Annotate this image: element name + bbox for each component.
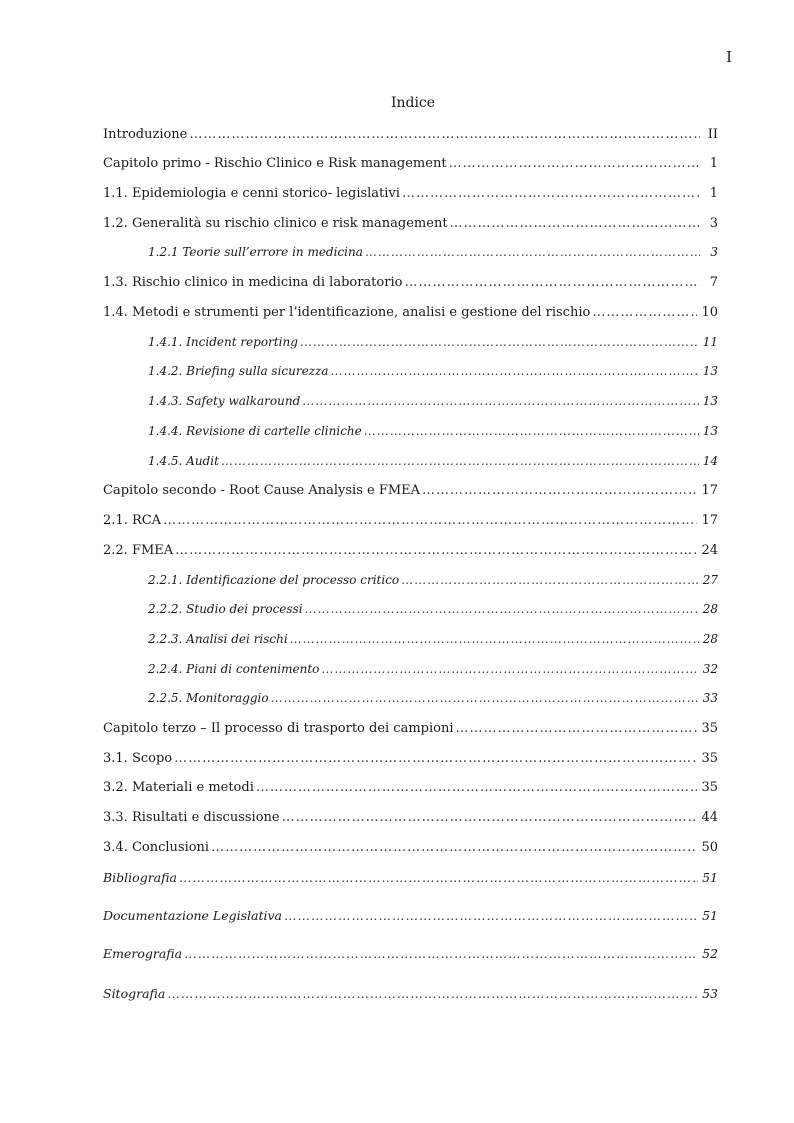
toc-entry bbox=[103, 780, 718, 798]
toc-entry-label: 2.2.3. Analisi dei rischi bbox=[148, 632, 288, 646]
toc-entry-page: 13 bbox=[702, 364, 718, 378]
toc-entry-page: 3 bbox=[709, 216, 718, 231]
toc-leader-dots bbox=[189, 127, 700, 142]
toc-entry-label: 1.4.2. Briefing sulla sicurezza bbox=[148, 364, 329, 378]
toc-entry bbox=[148, 245, 718, 263]
toc-entry bbox=[103, 186, 718, 204]
toc-entry-label: 2.2.5. Monitoraggio bbox=[148, 691, 269, 705]
toc-entry-page: 52 bbox=[702, 946, 718, 961]
toc-leader-dots bbox=[167, 986, 698, 1001]
toc-entry-page: 24 bbox=[701, 543, 718, 558]
toc-leader-dots bbox=[450, 216, 700, 231]
toc-entry-label: Emerografia bbox=[103, 946, 183, 961]
toc-entry bbox=[103, 543, 718, 561]
toc-entry-label: 1.4.3. Safety walkaround bbox=[148, 394, 301, 408]
toc-leader-dots bbox=[271, 691, 699, 705]
toc-entry-label: Capitolo secondo - Root Cause Analysis e FMEA bbox=[103, 483, 421, 498]
toc-leader-dots bbox=[175, 543, 697, 558]
toc-leader-dots bbox=[179, 870, 698, 885]
toc-entry bbox=[103, 751, 718, 769]
toc-leader-dots bbox=[331, 364, 699, 378]
toc-entry-page: 10 bbox=[701, 305, 718, 320]
toc-entry-page: 44 bbox=[701, 810, 718, 825]
toc-entry-page: 3 bbox=[710, 245, 718, 259]
toc-leader-dots bbox=[592, 305, 697, 320]
toc-entry bbox=[148, 394, 718, 412]
toc-entry-label: 2.2.4. Piani di contenimento bbox=[148, 662, 320, 676]
toc-leader-dots bbox=[449, 156, 700, 171]
toc-leader-dots bbox=[184, 946, 698, 961]
toc-entry-page: II bbox=[707, 127, 718, 142]
toc-entry bbox=[103, 216, 718, 234]
toc-entry bbox=[148, 691, 718, 709]
toc-entry-label: 2.2. FMEA bbox=[103, 543, 174, 558]
toc-entry-label: 1.4.4. Revisione di cartelle cliniche bbox=[148, 424, 362, 438]
toc-entry-page: 53 bbox=[702, 986, 718, 1001]
toc-entry-label: 1.4.5. Audit bbox=[148, 454, 219, 468]
toc-entry bbox=[103, 908, 718, 926]
toc-entry-label: Documentazione Legislativa bbox=[103, 908, 283, 923]
toc-title: Indice bbox=[390, 95, 436, 111]
toc-entry-label: 3.3. Risultati e discussione bbox=[103, 810, 280, 825]
toc-entry bbox=[103, 127, 718, 145]
toc-leader-dots bbox=[284, 908, 698, 923]
toc-entry bbox=[103, 156, 718, 174]
toc-leader-dots bbox=[221, 454, 699, 468]
page-number: I bbox=[726, 48, 732, 66]
toc-entry-page: 51 bbox=[702, 908, 718, 923]
toc-entry-label: 1.2. Generalità su rischio clinico e risk management bbox=[103, 216, 448, 231]
toc-entry bbox=[148, 424, 718, 442]
toc-entry bbox=[103, 870, 718, 888]
toc-entry-label: 3.4. Conclusioni bbox=[103, 840, 210, 855]
toc-entry bbox=[103, 483, 718, 501]
toc-leader-dots bbox=[402, 186, 700, 201]
toc-entry-page: 35 bbox=[701, 780, 718, 795]
toc-entry-page: 28 bbox=[702, 632, 718, 646]
toc-entry-label: 2.2.2. Studio dei processi bbox=[148, 602, 303, 616]
toc-leader-dots bbox=[305, 602, 699, 616]
toc-entry bbox=[103, 305, 718, 323]
toc-entry-page: 1 bbox=[709, 186, 718, 201]
toc-entry-label: 1.1. Epidemiologia e cenni storico- legislativi bbox=[103, 186, 400, 201]
toc-entry-page: 7 bbox=[709, 275, 718, 290]
toc-entry-label: 3.2. Materiali e metodi bbox=[103, 780, 254, 795]
toc-leader-dots bbox=[300, 335, 699, 349]
toc-entry-page: 32 bbox=[702, 662, 718, 676]
toc-entry-label: Capitolo primo - Rischio Clinico e Risk management bbox=[103, 156, 447, 171]
toc-leader-dots bbox=[401, 573, 699, 587]
toc-entry bbox=[103, 513, 718, 531]
toc-entry bbox=[148, 335, 718, 353]
toc-entry-page: 11 bbox=[702, 335, 718, 349]
toc-entry bbox=[148, 364, 718, 382]
toc-entry-page: 50 bbox=[701, 840, 718, 855]
toc-entry bbox=[148, 454, 718, 472]
toc-entry bbox=[103, 275, 718, 293]
toc-entry-page: 33 bbox=[702, 691, 718, 705]
toc-entry-page: 28 bbox=[702, 602, 718, 616]
toc-leader-dots bbox=[211, 840, 697, 855]
toc-entry-label: 3.1. Scopo bbox=[103, 751, 173, 766]
toc-entry-page: 14 bbox=[702, 454, 718, 468]
toc-entry bbox=[103, 946, 718, 964]
toc-leader-dots bbox=[404, 275, 700, 290]
toc-entry-label: 1.3. Rischio clinico in medicina di laboratorio bbox=[103, 275, 403, 290]
toc-entry bbox=[103, 721, 718, 739]
toc-leader-dots bbox=[365, 245, 700, 259]
toc-entry bbox=[148, 602, 718, 620]
toc-entry-page: 17 bbox=[701, 483, 718, 498]
toc-leader-dots bbox=[364, 424, 699, 438]
toc-leader-dots bbox=[256, 780, 698, 795]
toc-entry-page: 17 bbox=[701, 513, 718, 528]
toc-entry-label: Sitografia bbox=[103, 986, 166, 1001]
toc-leader-dots bbox=[302, 394, 698, 408]
toc-entry-label: 2.1. RCA bbox=[103, 513, 162, 528]
toc-entry-label: Bibliografia bbox=[103, 870, 177, 885]
toc-entry-label: Introduzione bbox=[103, 127, 188, 142]
toc-entry bbox=[103, 840, 718, 858]
toc-entry-label: 1.4.1. Incident reporting bbox=[148, 335, 298, 349]
toc-entry-label: 1.4. Metodi e strumenti per l’identificazione, analisi e gestione del rischio bbox=[103, 305, 591, 320]
toc-leader-dots bbox=[163, 513, 697, 528]
toc-leader-dots bbox=[174, 751, 697, 766]
toc-leader-dots bbox=[282, 810, 698, 825]
toc-entry-page: 13 bbox=[702, 424, 718, 438]
toc-leader-dots bbox=[456, 721, 698, 736]
toc-entry-page: 27 bbox=[702, 573, 718, 587]
toc-entry bbox=[103, 986, 718, 1004]
toc-entry bbox=[103, 810, 718, 828]
toc-entry-page: 51 bbox=[702, 870, 718, 885]
toc-entry-label: Capitolo terzo – Il processo di trasporto dei campioni bbox=[103, 721, 454, 736]
toc-entry-page: 35 bbox=[701, 751, 718, 766]
toc-leader-dots bbox=[422, 483, 697, 498]
toc-entry bbox=[148, 632, 718, 650]
toc-entry bbox=[148, 662, 718, 680]
toc-leader-dots bbox=[321, 662, 698, 676]
toc-entry-page: 35 bbox=[701, 721, 718, 736]
toc-entry bbox=[148, 573, 718, 591]
toc-entry-label: 2.2.1. Identificazione del processo critico bbox=[148, 573, 400, 587]
toc-entry-label: 1.2.1 Teorie sull’errore in medicina bbox=[148, 245, 363, 259]
toc-leader-dots bbox=[290, 632, 699, 646]
toc-entry-page: 1 bbox=[709, 156, 718, 171]
toc-entry-page: 13 bbox=[702, 394, 718, 408]
